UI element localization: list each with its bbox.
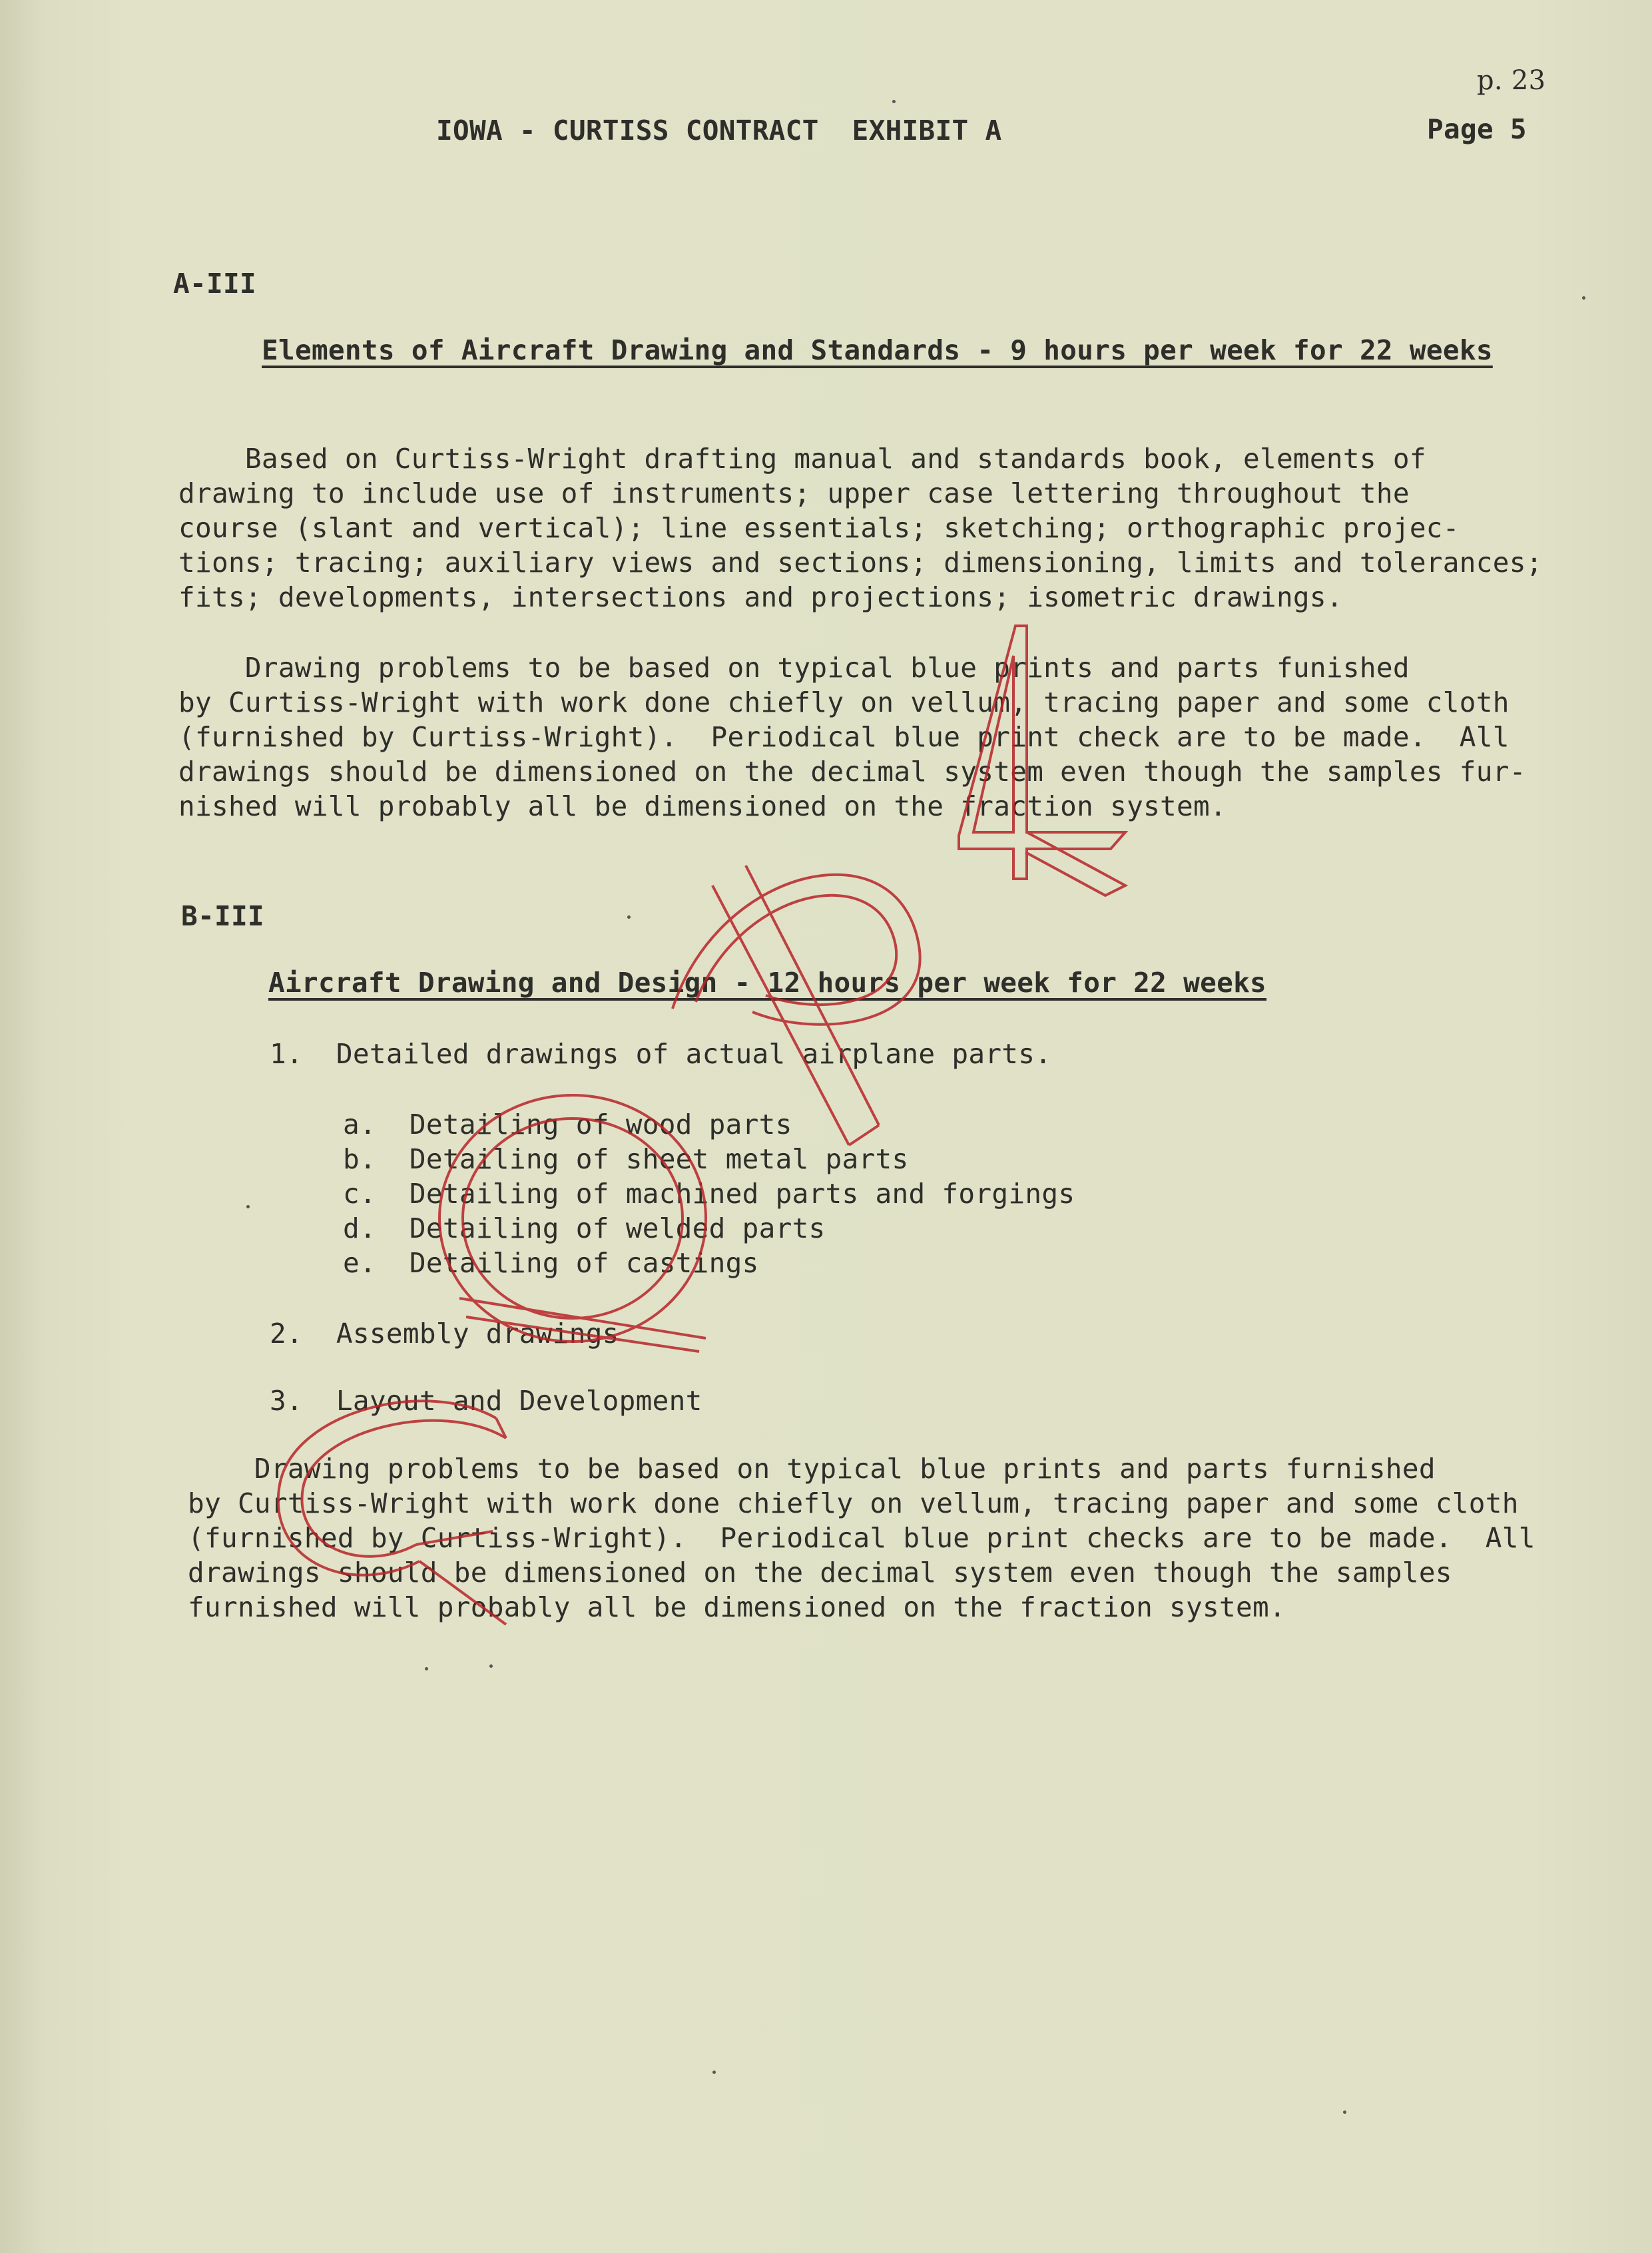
- text-line: Based on Curtiss-Wright drafting manual and standards book, elements of: [178, 443, 1426, 475]
- sub-list-item: d. Detailing of welded parts: [343, 1212, 826, 1244]
- text-line: Drawing problems to be based on typical blue prints and parts funished: [178, 652, 1410, 684]
- text-line: tions; tracing; auxiliary views and sections; dimensioning, limits and tolerances;: [178, 547, 1543, 579]
- paper-speck: [712, 2071, 716, 2074]
- text-line: by Curtiss-Wright with work done chiefly on vellum, tracing paper and some cloth: [188, 1487, 1519, 1519]
- text-line: course (slant and vertical); line essentials; sketching; orthographic projec-: [178, 512, 1460, 544]
- text-line: drawings should be dimensioned on the decimal system even though the samples: [188, 1557, 1452, 1589]
- sub-list-item: e. Detailing of castings: [343, 1247, 759, 1279]
- list-item-2: 2. Assembly drawings: [270, 1318, 619, 1350]
- page-label: Page 5: [1427, 113, 1527, 145]
- paper-speck: [892, 100, 896, 103]
- paper-speck: [489, 1664, 493, 1668]
- sub-list-item: b. Detailing of sheet metal parts: [343, 1143, 909, 1175]
- page-note: p. 23: [1477, 65, 1546, 96]
- list-item-1: 1. Detailed drawings of actual airplane parts.: [270, 1038, 1052, 1070]
- list-item-3: 3. Layout and Development: [270, 1385, 702, 1417]
- paper-speck: [425, 1667, 428, 1670]
- text-line: furnished will probably all be dimensioned on the fraction system.: [188, 1591, 1286, 1623]
- section-b-heading: Aircraft Drawing and Design - 12 hours per week for 22 weeks: [268, 967, 1267, 999]
- section-b-code: B-III: [181, 900, 264, 932]
- paper-speck: [627, 915, 631, 919]
- section-a-code: A-III: [173, 268, 256, 300]
- text-line: nished will probably all be dimensioned on the fraction system.: [178, 790, 1227, 822]
- text-line: drawing to include use of instruments; upper case lettering throughout the: [178, 477, 1410, 509]
- text-line: fits; developments, intersections and projections; isometric drawings.: [178, 581, 1343, 613]
- paper-speck: [246, 1205, 250, 1208]
- paper-speck: [1582, 296, 1585, 300]
- section-a-heading: Elements of Aircraft Drawing and Standards - 9 hours per week for 22 weeks: [262, 334, 1493, 366]
- sub-list-item: c. Detailing of machined parts and forgings: [343, 1178, 1075, 1210]
- paper-speck: [1343, 2111, 1346, 2114]
- text-line: (furnished by Curtiss-Wright). Periodical blue print check are to be made. All: [178, 721, 1510, 753]
- text-line: (furnished by Curtiss-Wright). Periodical blue print checks are to be made. All: [188, 1522, 1535, 1554]
- text-line: by Curtiss-Wright with work done chiefly on vellum, tracing paper and some cloth: [178, 686, 1510, 718]
- text-line: drawings should be dimensioned on the decimal system even though the samples fur-: [178, 756, 1526, 788]
- sub-list-item: a. Detailing of wood parts: [343, 1109, 792, 1140]
- document-title: IOWA - CURTISS CONTRACT EXHIBIT A: [436, 115, 1002, 146]
- text-line: Drawing problems to be based on typical blue prints and parts furnished: [188, 1453, 1436, 1485]
